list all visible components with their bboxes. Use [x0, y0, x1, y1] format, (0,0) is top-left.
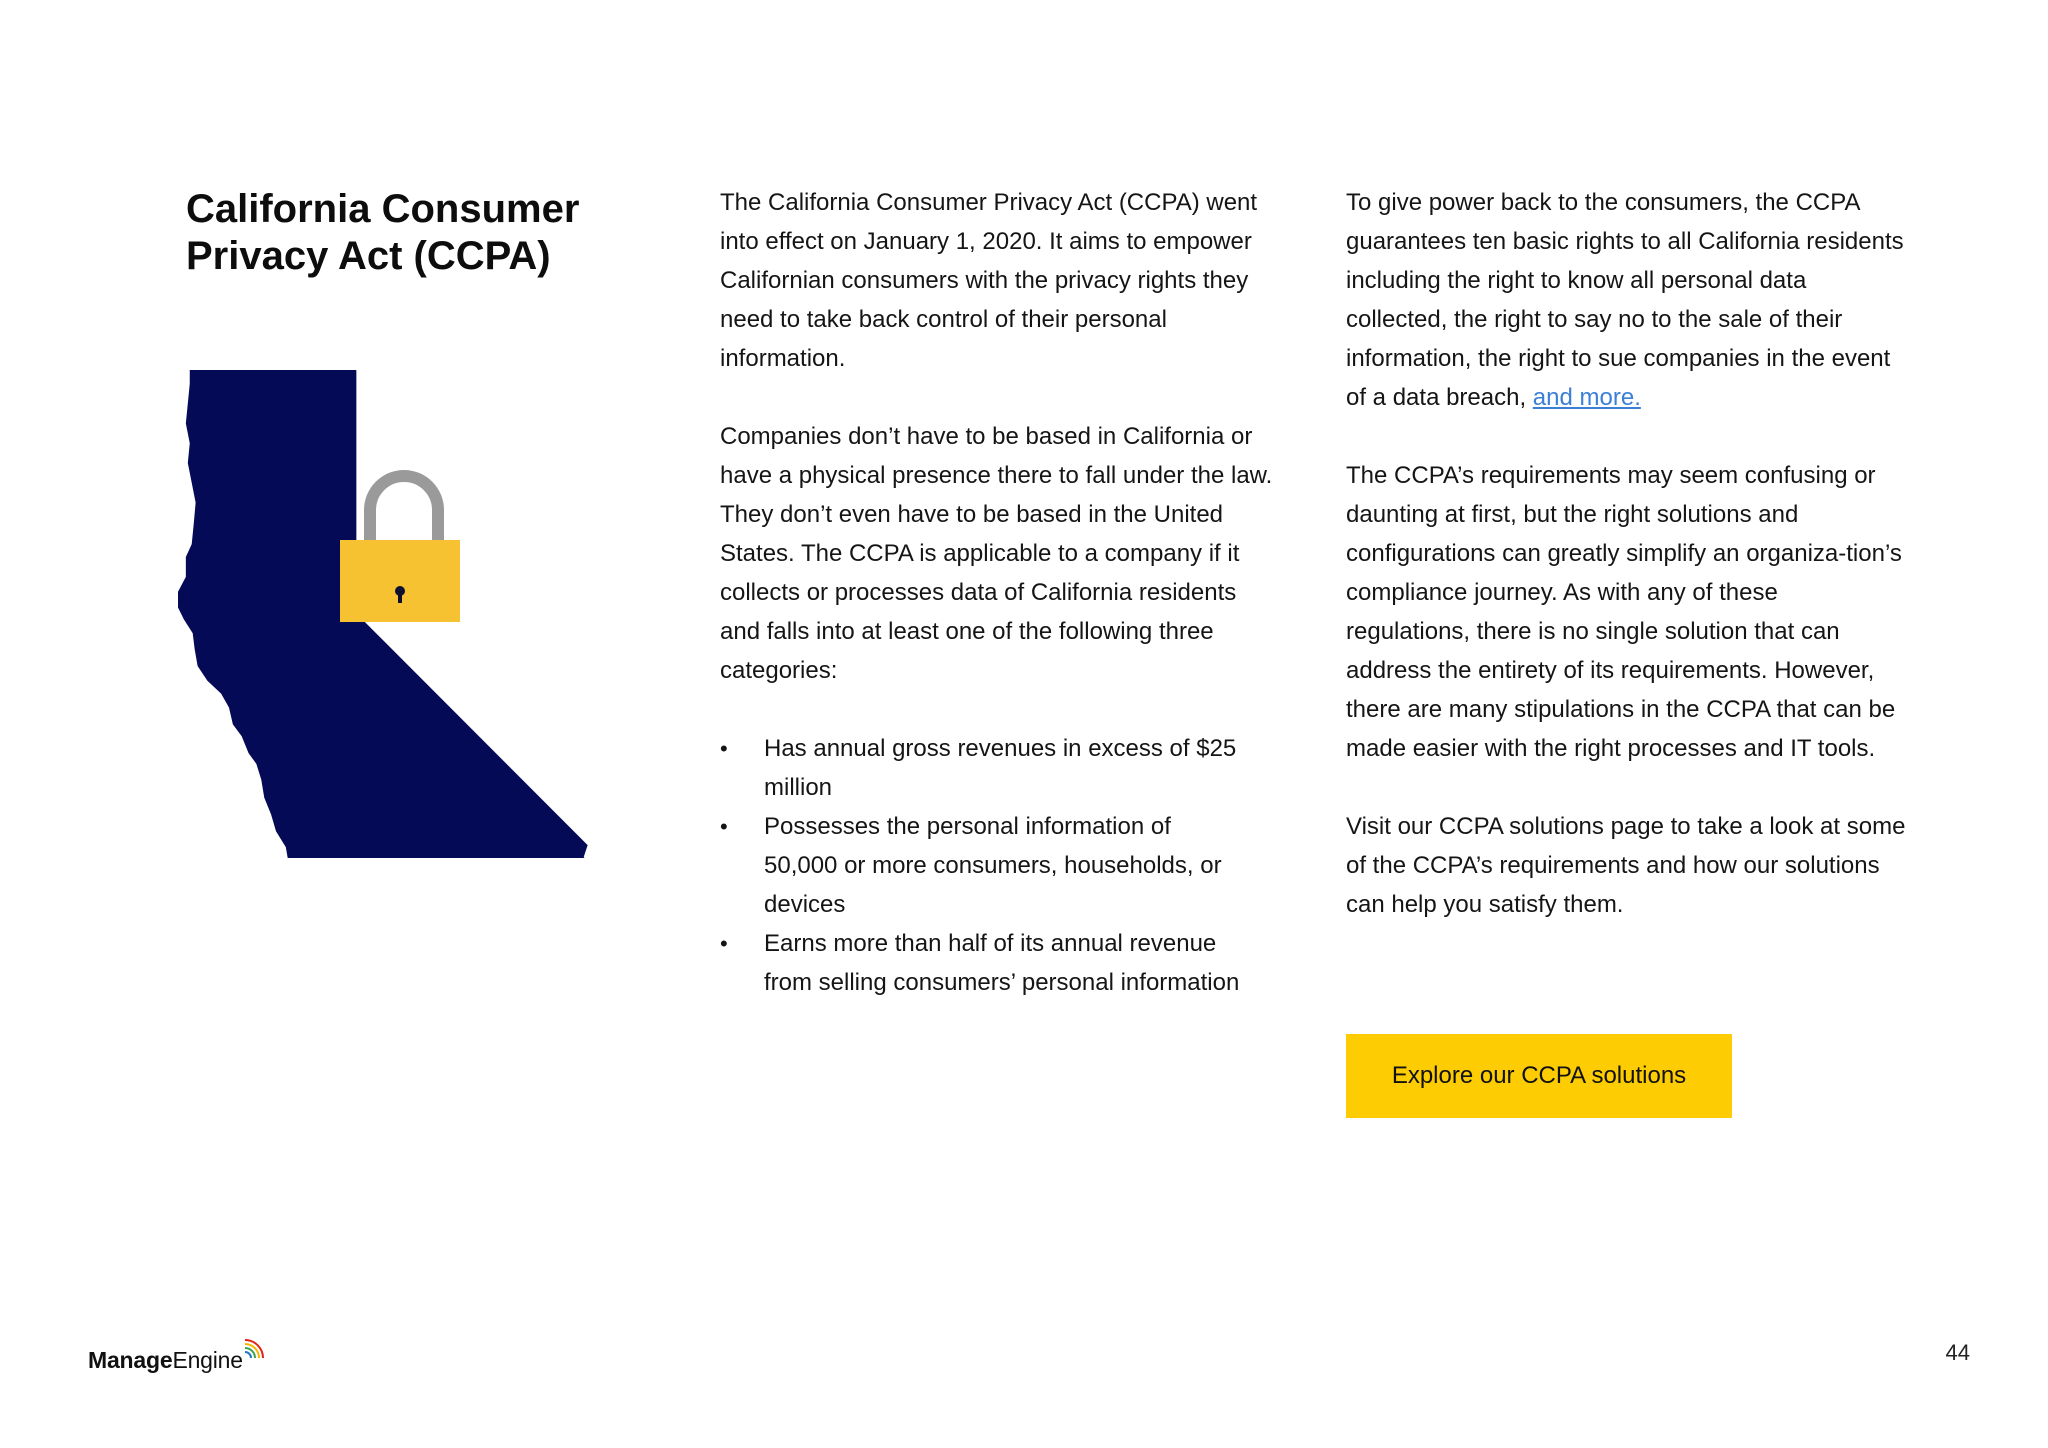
middle-column [720, 183, 1280, 1002]
page-number: 44 [1945, 1340, 1970, 1365]
title-line-2: Privacy Act (CCPA) [186, 234, 551, 278]
and-more-link[interactable]: and more. [1532, 384, 1641, 411]
intro-paragraph: The California Consumer Privacy Act (CCPA) went into effect on January 1, 2020. It aims to empower Californian consumers with the privacy rights they need to take back control of their personal information. [720, 189, 1258, 372]
manageengine-arc-icon [239, 1336, 269, 1366]
rights-paragraph [1346, 183, 1906, 417]
padlock-icon [340, 540, 460, 622]
list-item-text: Has annual gross revenues in excess of $25 million [764, 735, 1237, 801]
page-title [186, 186, 646, 280]
explore-ccpa-solutions-button[interactable]: Explore our CCPA solutions [1346, 1034, 1732, 1118]
list-item [720, 924, 1244, 1002]
logo-text [88, 1347, 243, 1374]
right-column [1346, 183, 1906, 963]
visit-paragraph: Visit our CCPA solutions page to take a look at some of the CCPA’s requirements and how our solutions can help you satisfy them. [1346, 813, 1906, 918]
logo-text-engine: Engine [172, 1347, 243, 1373]
list-item [720, 729, 1244, 807]
criteria-list [720, 729, 1280, 1002]
keyhole-slot [398, 592, 402, 603]
lock-shackle-icon [370, 476, 438, 548]
bullet-icon: • [720, 814, 728, 839]
logo-text-manage: Manage [88, 1347, 173, 1373]
list-item-text: Possesses the personal information of 50,000 or more consumers, households, or devices [764, 813, 1222, 918]
manageengine-logo [88, 1334, 269, 1374]
california-map-illustration [172, 368, 602, 858]
requirements-paragraph: The CCPA’s requirements may seem confusing or daunting at first, but the right solutions and configurations can greatly simplify an organiza-tion’s compliance journey. As with any of these regulations, there is no single solution that can address the entirety of its requirements. However, there are many stipulations in the CCPA that can be made easier with the right processes and IT tools. [1346, 462, 1902, 762]
rights-paragraph-text: To give power back to the consumers, the CCPA guarantees ten basic rights to all California residents including the right to know all personal data collected, the right to say no to the sale of their information, the right to sue companies in the event of a data breach, [1346, 189, 1904, 411]
title-line-1: California Consumer [186, 187, 580, 231]
bullet-icon: • [720, 931, 728, 956]
bullet-icon: • [720, 736, 728, 761]
list-item [720, 807, 1244, 924]
applicability-paragraph: Companies don’t have to be based in California or have a physical presence there to fall under the law. They don’t even have to be based in the United States. The CCPA is applicable to a company if it collects or processes data of California residents and falls into at least one of the following three categories: [720, 423, 1273, 684]
list-item-text: Earns more than half of its annual revenue from selling consumers’ personal information [764, 930, 1240, 996]
